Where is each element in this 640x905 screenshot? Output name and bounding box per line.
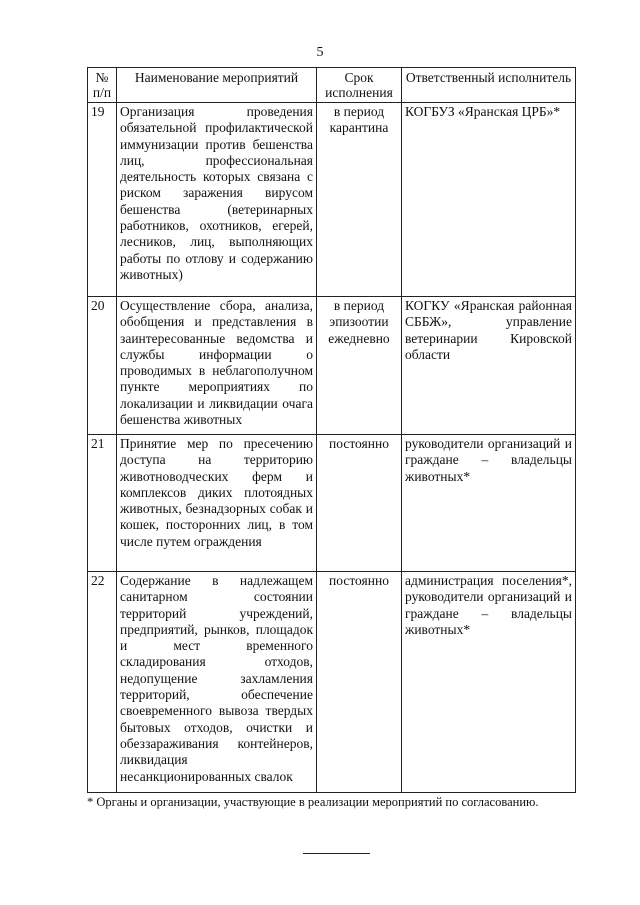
activity-responsible: администрация поселения*, руководители организаций и граждане – владельцы животных* (402, 572, 576, 793)
closing-rule (303, 853, 370, 854)
table-header-row (88, 68, 576, 103)
header-number: № п/п (88, 68, 117, 103)
table-row (88, 435, 576, 572)
row-number: 21 (88, 435, 117, 572)
header-responsible: Ответственный исполнитель (402, 68, 576, 103)
activity-term: постоянно (317, 572, 402, 793)
row-number: 19 (88, 103, 117, 297)
activity-responsible: КОГБУЗ «Яранская ЦРБ»* (402, 103, 576, 297)
activity-name: Содержание в надлежащем санитарном состоянии территорий учреждений, предприятий, рынков, площадок и мест временного складирования отходов, недопущение захламления территорий, обеспечение своевременного вывоза твердых бытовых отходов, очистки и обеззараживания контейнеров, ликвидация несанкционированных свалок (117, 572, 317, 793)
activity-responsible: КОГКУ «Яранская районная СББЖ», управление ветеринарии Кировской области (402, 297, 576, 435)
activities-table (87, 67, 576, 793)
activity-term: в период карантина (317, 103, 402, 297)
row-number: 22 (88, 572, 117, 793)
activity-term: в период эпизоотии ежедневно (317, 297, 402, 435)
activity-term: постоянно (317, 435, 402, 572)
activity-name: Принятие мер по пресечению доступа на территорию животноводческих ферм и комплексов диких плотоядных животных, безнадзорных собак и кошек, посторонних лиц, в том числе путем ограждения (117, 435, 317, 572)
page-number: 5 (316, 45, 324, 60)
activity-responsible: руководители организаций и граждане – владельцы животных* (402, 435, 576, 572)
footnote: * Органы и организации, участвующие в реализации мероприятий по согласованию. (87, 795, 539, 809)
activity-name: Осуществление сбора, анализа, обобщения и представления в заинтересованные ведомства и службы информации о проводимых в неблагополучном пункте мероприятиях по локализации и ликвидации очага бешенства животных (117, 297, 317, 435)
table-row (88, 297, 576, 435)
activity-name: Организация проведения обязательной профилактической иммунизации против бешенства лиц, профессиональная деятельность которых связана с риском заражения вирусом бешенства (ветеринарных работников, охотников, егерей, лесников, лиц, выполняющих работы по отлову и содержанию животных) (117, 103, 317, 297)
row-number: 20 (88, 297, 117, 435)
header-activity-name: Наименование мероприятий (117, 68, 317, 103)
table-row (88, 103, 576, 297)
table-row (88, 572, 576, 793)
header-term: Срок исполнения (317, 68, 402, 103)
